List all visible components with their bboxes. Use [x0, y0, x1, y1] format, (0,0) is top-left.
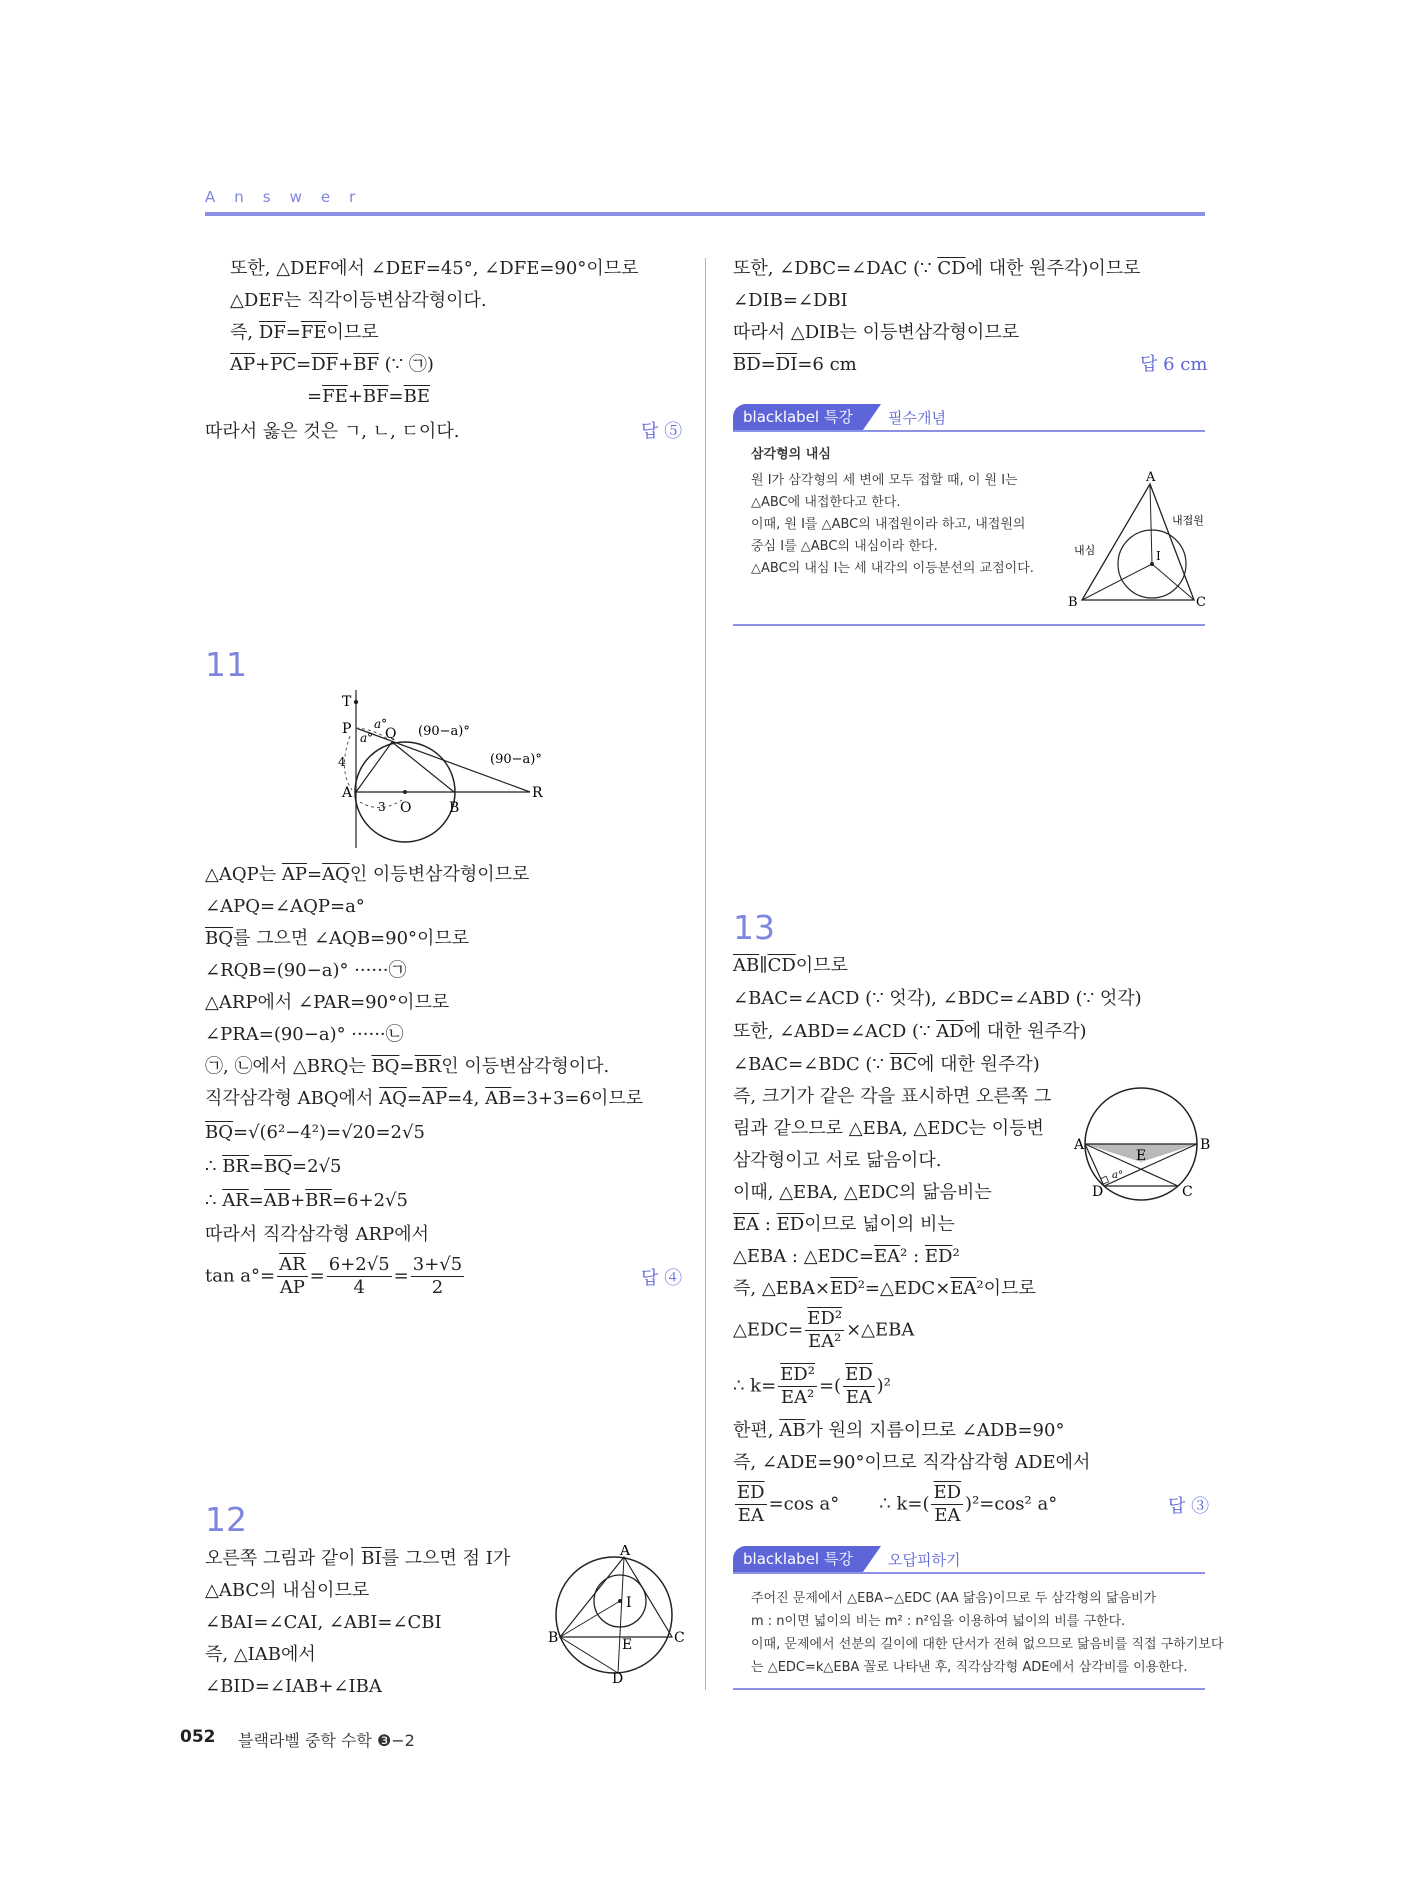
- header-label: Answer: [205, 188, 375, 206]
- label-angle-a1: a°: [374, 717, 388, 731]
- label-D: D: [1092, 1184, 1104, 1200]
- problem-number: 11: [205, 645, 247, 684]
- point-I: [1150, 562, 1154, 566]
- box-line: 이때, 문제에서 선분의 길이에 대한 단서가 전혀 없으므로 닮음비를 직접 구하기보다: [751, 1637, 1224, 1652]
- box-line: 는 △EDC=k△EBA 꼴로 나타낸 후, 직각삼각형 ADE에서 삼각비를 이용한다.: [751, 1660, 1188, 1675]
- point-T: [354, 700, 358, 704]
- figure-11: [330, 690, 560, 850]
- text-line: $\overline{AP}+\overline{PC}=\overline{DF}+\overline{BF}$ (∵ ㉠): [230, 354, 434, 375]
- label-incircle: 내접원: [1172, 514, 1204, 527]
- text-line: ∠RQB=(90−a)° ······㉠: [205, 960, 407, 981]
- text-line: 직각삼각형 ABQ에서 $\overline{AQ}=\overline{AP}=4$, $\overline{AB}=3+3=6$이므로: [205, 1088, 644, 1109]
- header-rule: [205, 212, 1205, 216]
- text-line: △ABC의 내심이므로: [205, 1580, 370, 1601]
- label-B: B: [449, 800, 460, 816]
- box-bottom-rule: [733, 624, 1205, 626]
- text-line: $\overline{BQ}$를 그으면 ∠AQB=90°이므로: [205, 928, 470, 949]
- text-line: $\overline{BD}=\overline{DI}=6$ cm: [733, 354, 857, 375]
- text-line: ∠APQ=∠AQP=a°: [205, 896, 365, 917]
- label-D: D: [612, 1671, 624, 1685]
- page-number: 052: [180, 1727, 216, 1747]
- text-line: ∴ $\overline{AR}=\overline{AB}+\overline{BR}=6+2√5$: [205, 1190, 408, 1211]
- box-top-rule: [733, 430, 1205, 432]
- text-line: △EBA : $\triangle EDC=\overline{EA}^2$ : $\overline{ED}^2$: [733, 1246, 960, 1267]
- label-A: A: [1074, 1137, 1085, 1153]
- bisector-A: [1150, 484, 1152, 564]
- label-I: I: [1156, 549, 1161, 563]
- text-line: 림과 같으므로 △EBA, △EDC는 이등변: [733, 1118, 1044, 1139]
- label-C: C: [1196, 595, 1206, 610]
- triangle-ABC: [560, 1557, 672, 1637]
- point-O: [403, 790, 407, 794]
- label-O: O: [400, 800, 412, 816]
- label-B: B: [1200, 1137, 1211, 1153]
- text-line: 따라서 △DIB는 이등변삼각형이므로: [733, 322, 1020, 343]
- label-E: E: [622, 1637, 633, 1653]
- text-line: △AQP는 $\overline{AP}=\overline{AQ}$인 이등변삼각형이므로: [205, 864, 530, 885]
- book-title: 블랙라벨 중학 수학 ❸−2: [238, 1731, 415, 1750]
- line-BI: [560, 1601, 620, 1637]
- box-line: 주어진 문제에서 △EBA∽△EDC (AA 닮음)이므로 두 삼각형의 닮음비가: [751, 1591, 1157, 1606]
- box-tag: blacklabel 특강: [733, 404, 863, 430]
- text-line: 또한, ∠DBC=∠DAC (∵ $\overline{CD}$에 대한 원주각)이므로: [733, 258, 1141, 279]
- point-I: [618, 1599, 622, 1603]
- box-bottom-rule: [733, 1688, 1205, 1690]
- label-C: C: [1182, 1184, 1193, 1200]
- text-line: 즉, $\triangle EBA\times\overline{ED}^2=\triangle EDC\times\overline{EA}^2$이므로: [733, 1278, 1036, 1299]
- text-line: $\overline{EA}$ : $\overline{ED}$이므로 넓이의 비는: [733, 1214, 955, 1235]
- box-line: △ABC에 내접한다고 한다.: [751, 495, 901, 510]
- label-length-3: 3: [378, 800, 386, 814]
- label-I: I: [626, 1595, 632, 1611]
- text-line: 또한, △DEF에서 ∠DEF=45°, ∠DFE=90°이므로: [230, 258, 639, 279]
- formula-line: △EDC= $\frac{\text{ED²}}{\text{EA²}}$ ×△EBA: [733, 1308, 915, 1352]
- text-line: 즉, ∠ADE=90°이므로 직각삼각형 ADE에서: [733, 1452, 1091, 1473]
- text-line: ∠BAC=∠ACD (∵ 엇각), ∠BDC=∠ABD (∵ 엇각): [733, 988, 1142, 1009]
- label-T: T: [342, 694, 352, 710]
- box-top-rule: [733, 1572, 1205, 1574]
- label-A: A: [1146, 470, 1156, 485]
- text-line: 즉, △IAB에서: [205, 1644, 316, 1665]
- label-angle-a: a°: [1112, 1170, 1123, 1181]
- answer-label: 답 ⑤: [641, 421, 683, 442]
- box-line: △ABC의 내심 I는 세 내각의 이등분선의 교점이다.: [751, 561, 1034, 576]
- line-QB: [392, 742, 454, 792]
- text-line: $=\overline{FE}+\overline{BF}=\overline{BE}$: [307, 386, 431, 407]
- box-tag: blacklabel 특강: [733, 1546, 863, 1572]
- label-B: B: [548, 1630, 559, 1646]
- label-A: A: [342, 785, 353, 801]
- label-length-4: 4: [338, 755, 346, 769]
- box-subtag: 오답피하기: [888, 1551, 961, 1569]
- box-title: 삼각형의 내심: [751, 447, 831, 462]
- label-P: P: [342, 721, 352, 737]
- text-line: 따라서 옳은 것은 ㄱ, ㄴ, ㄷ이다.: [205, 421, 460, 442]
- text-line: 따라서 직각삼각형 ARP에서: [205, 1224, 429, 1245]
- label-E: E: [1136, 1148, 1147, 1164]
- text-line: 한편, $\overline{AB}$가 원의 지름이므로 ∠ADB=90°: [733, 1420, 1065, 1441]
- answer-label: 답 6 cm: [1140, 354, 1208, 375]
- text-line: ∴ $\overline{BR}=\overline{BQ}=2√5$: [205, 1156, 342, 1177]
- circumcircle: [556, 1557, 672, 1673]
- problem-number: 13: [733, 908, 775, 947]
- text-line: 오른쪽 그림과 같이 $\overline{BI}$를 그으면 점 I가: [205, 1548, 511, 1569]
- figure-12: [548, 1545, 688, 1685]
- text-line: 삼각형이고 서로 닮음이다.: [733, 1150, 942, 1171]
- text-line: ∠BID=∠IAB+∠IBA: [205, 1676, 382, 1697]
- box-line: 이때, 원 I를 △ABC의 내접원이라 하고, 내접원의: [751, 517, 1026, 532]
- text-line: 이때, △EBA, △EDC의 닮음비는: [733, 1182, 992, 1203]
- text-line: ∠DIB=∠DBI: [733, 290, 848, 311]
- text-line: 즉, $\overline{DF}=\overline{FE}$이므로: [230, 322, 379, 343]
- tan-formula: tan a°= $\frac{\overline{AR}}{AP}$ = $\frac{6+2√5}{4}$ = $\frac{3+√5}{2}$: [205, 1254, 463, 1298]
- column-divider: [705, 258, 706, 1690]
- label-B: B: [1068, 595, 1078, 610]
- text-line: 또한, ∠ABD=∠ACD (∵ $\overline{AD}$에 대한 원주각): [733, 1021, 1087, 1042]
- answer-label: 답 ③: [1168, 1496, 1210, 1517]
- text-line: △ARP에서 ∠PAR=90°이므로: [205, 992, 450, 1013]
- box-line: 원 I가 삼각형의 세 변에 모두 접할 때, 이 원 I는: [751, 473, 1018, 488]
- label-angle-q1: (90−a)°: [418, 724, 470, 739]
- formula-line: $\frac{\overline{ED}}{EA}$ =cos a° ∴ k=( $\frac{\overline{ED}}{EA}$ )²=cos² a°: [737, 1482, 1058, 1526]
- label-angle-q2: (90−a)°: [490, 752, 542, 767]
- label-angle-a2: a°: [360, 731, 374, 745]
- problem-number: 12: [205, 1500, 247, 1539]
- box-subtag: 필수개념: [888, 409, 946, 427]
- label-C: C: [674, 1630, 685, 1646]
- answer-label: 답 ④: [641, 1268, 683, 1289]
- label-R: R: [532, 785, 543, 801]
- text-line: ∠BAC=∠BDC (∵ $\overline{BC}$에 대한 원주각): [733, 1054, 1040, 1075]
- formula-line: ∴ k= $\frac{\text{ED²}}{\text{EA²}}$ =( $\frac{\overline{ED}}{EA}$ )²: [733, 1364, 891, 1408]
- text-line: ∠BAI=∠CAI, ∠ABI=∠CBI: [205, 1612, 442, 1633]
- box-line: 중심 I를 △ABC의 내심이라 한다.: [751, 539, 938, 554]
- figure-13: [1074, 1082, 1214, 1202]
- text-line: $\overline{AB}\parallel\overline{CD}$이므로: [733, 955, 848, 976]
- box-line: m : n이면 넓이의 비는 m² : n²임을 이용하여 넓이의 비를 구한다.: [751, 1614, 1126, 1629]
- text-line: ㉠, ㉡에서 △BRQ는 $\overline{BQ}=\overline{BR}$인 이등변삼각형이다.: [205, 1056, 610, 1077]
- figure-incircle: [1060, 470, 1210, 610]
- text-line: △DEF는 직각이등변삼각형이다.: [230, 290, 487, 311]
- text-line: ∠PRA=(90−a)° ······㉡: [205, 1024, 404, 1045]
- label-Q: Q: [385, 726, 397, 742]
- text-line: 즉, 크기가 같은 각을 표시하면 오른쪽 그: [733, 1086, 1052, 1107]
- text-line: $\overline{BQ}=√(6^2-4^2)=√20=2√5$: [205, 1122, 425, 1143]
- label-A: A: [620, 1545, 631, 1559]
- label-incenter: 내심: [1074, 544, 1096, 557]
